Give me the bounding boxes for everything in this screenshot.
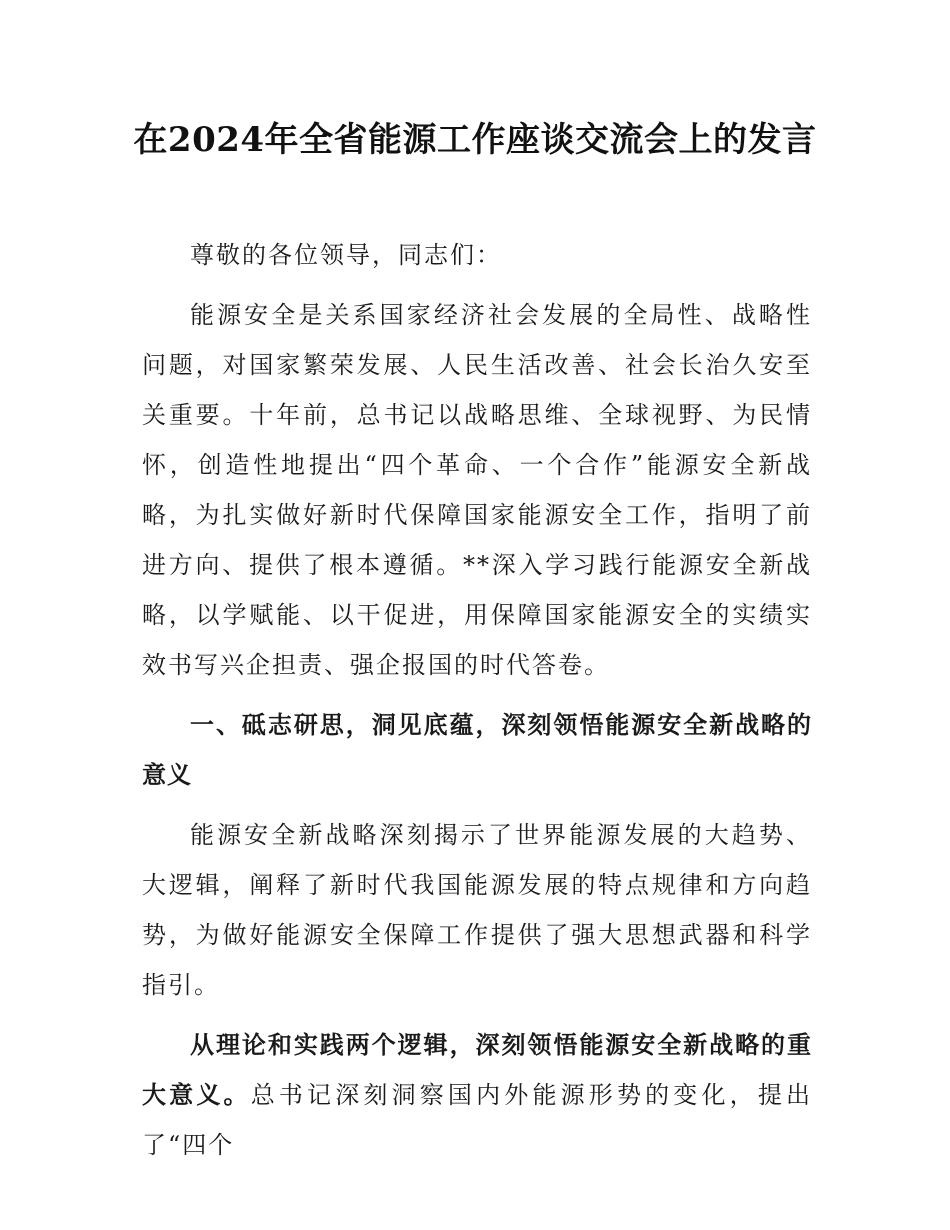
- salutation: 尊敬的各位领导，同志们：: [190, 241, 502, 269]
- paragraph-continuation: 总书记深刻洞察国内外能源形势的变化，提出了“四个: [142, 1081, 813, 1159]
- paragraph-theory-practice: [142, 1020, 812, 1170]
- document-body: [142, 230, 812, 1170]
- paragraph-lead-bold: 从理论和实践两个逻辑，深刻领悟能源安全新战略的重大意义。: [142, 1030, 812, 1109]
- paragraph-energy-security: 能源安全是关系国家经济社会发展的全局性、战略性问题，对国家繁荣发展、人民生活改善、社会长治久安至关重要。十年前，总书记以战略思维、全球视野、为民情怀，创造性地提出“四个革命、一个合作”能源安全新战略，为扎实做好新时代保障国家能源安全工作，指明了前进方向、提供了根本遵循。**深入学习践行能源安全新战略，以学赋能、以干促进，用保障国家能源安全的实绩实效书写兴企担责、强企报国的时代答卷。: [142, 301, 812, 679]
- document-title: 在2024年全省能源工作座谈交流会上的发言: [133, 120, 817, 160]
- section-heading-1: 一、砥志研思，洞见底蕴，深刻领悟能源安全新战略的意义: [142, 710, 812, 789]
- paragraph-strategy-reveals: 能源安全新战略深刻揭示了世界能源发展的大趋势、大逻辑，阐释了新时代我国能源发展的特点规律和方向趋势，为做好能源安全保障工作提供了强大思想武器和科学指引。: [142, 821, 812, 999]
